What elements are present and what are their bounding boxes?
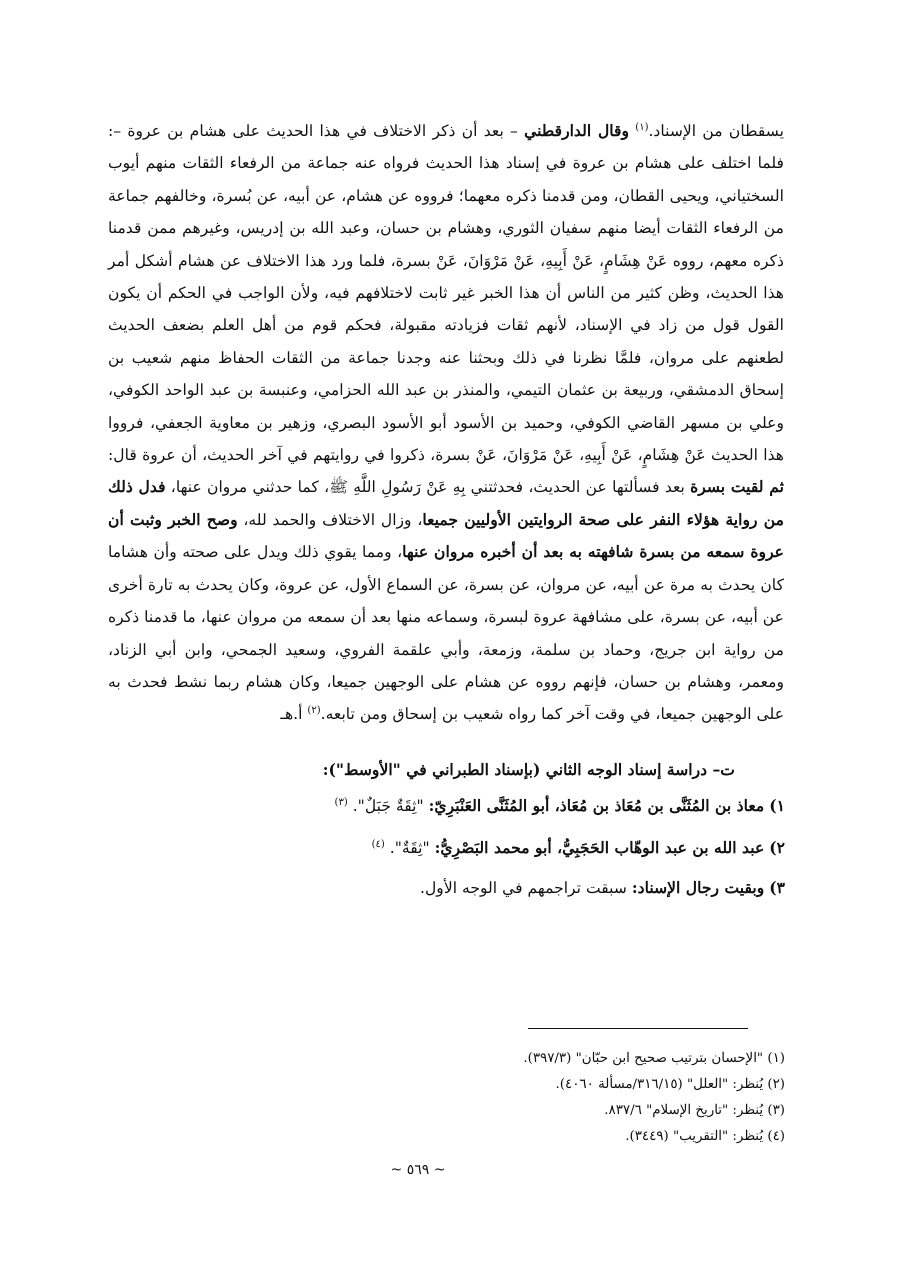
page-number: ~ ٥٦٩ ~ [390,1162,446,1178]
footnote-ref-4: (٤) [371,838,385,850]
footnote-item: (٤) يُنظر: "التقريب" (٣٤٤٩). [625,1129,785,1144]
item-number: ١) [769,796,785,815]
text-run: يسقطان من الإسناد. [648,122,785,140]
narrator-item [372,838,785,857]
section-heading: ت– دراسة إسناد الوجه الثاني (بإسناد الطبراني في "الأوسط"): [322,760,735,779]
footnote-item: (١) "الإحسان بترتيب صحيح ابن حبّان" (٣٩٧/٣). [523,1051,785,1066]
footnote-divider [528,1028,748,1029]
narrator-name: وبقيت رجال الإسناد: [631,878,765,897]
item-number: ٣) [769,878,785,897]
text-run: بعد فسألتها عن الحديث، فحدثتني بِهِ عَنْ رَسُولِ اللَّهِ ﷺ، كما حدثني مروان عنها، [165,478,691,497]
text-run: أ.هـ [280,705,308,724]
footnotes [523,1046,785,1150]
bold-phrase: ثم لقيت بسرة [690,477,784,497]
daraqutni-label: وقال الدارقطني [524,121,630,140]
text-run: ، ومما يقوي ذلك ويدل على صحته وأن هشاما كان يحدث به مرة عن أبيه، عن مروان، عن بسرة، عن السماع الأول، عن عروة، وكان يحدث به تارة أخرى عن أبيه، عن بسرة، على مشافهة عروة لبسرة، وسماعه منها بعد أن سمعه من مروان عنها، ما قدمنا ذكره من رواية ابن جريج، وحماد بن سلمة، وزمعة، وأبي علقمة الفروي، وسعيد الجمحي، وابن أبي الزناد، ومعمر، وهشام بن حسان، فإنهم رووه عن هشام على الوجهين جميعا، وكان هشام ربما نشط فحدث به على الوجهين جميعا، في وقت آخر كما رواه شعيب بن إسحاق ومن تابعه. [108,543,784,724]
narrator-grade: "ثِقَةٌ". [389,839,430,857]
bold-phrase: فدل ذلك من رواية هؤلاء النفر على صحة الروايتين الأوليين جميعا [108,477,784,529]
narrator-grade: "ثِقَةٌ جَبَلٌ". [352,797,424,815]
footnote-item: (٣) يُنظر: "تاريخ الإسلام" ٨٣٧/٦. [604,1103,785,1118]
footnote-ref-2: (٢) [307,705,321,717]
footnote-item: (٢) يُنظر: "العلل" (٣١٦/١٥/مسألة ٤٠٦٠). [555,1077,785,1092]
footnote-ref-1: (١) [635,121,649,133]
item-number: ٢) [769,838,785,857]
text-run: ، وزال الاختلاف والحمد لله، [237,510,423,529]
narrator-grade: سبقت تراجمهم في الوجه الأول. [420,879,627,897]
narrator-item [420,878,785,897]
footnote-ref-3: (٣) [334,796,348,808]
main-paragraph [108,115,784,731]
text-run: – بعد أن ذكر الاختلاف في هذا الحديث على هشام بن عروة –: فلما اختلف على هشام بن عروة في إسناد هذا الحديث فرواه عنه جماعة من الرفعاء الثقات منهم أيوب السختياني، ويحيى القطان، ومن قدمنا ذكره معهما؛ فرووه عن هشام، عن أبيه، عن بُسرة، وخالفهم جماعة من الرفعاء الثقات أيضا منهم سفيان الثوري، وهشام بن حسان، وعبد الله بن إدريس، وغيرهم ممن قدمنا ذكره معهم، رووه عَنْ هِشَامٍ، عَنْ أَبِيهِ، عَنْ مَرْوَانَ، عَنْ بسرة، فلما ورد هذا الاختلاف عن هشام أشكل أمر هذا الحديث، وظن كثير من الناس أن هذا الخبر غير ثابت لاختلافهم فيه، ولأن الواجب في الحكم أن يكون القول قول من زاد في الإسناد، لأنهم ثقات فزيادته مقبولة، فحكم قوم من أهل العلم بضعف الحديث لطعنهم على مروان، فلمَّا نظرنا في ذلك وبحثنا عنه وجدنا جماعة من الثقات الحفاظ منهم شعيب بن إسحاق الدمشقي، وربيعة بن عثمان التيمي، والمنذر بن عبد الله الحزامي، وعنبسة بن عبد الواحد الكوفي، وعلي بن مسهر القاضي الكوفي، وحميد بن الأسود أبو الأسود البصري، وزهير بن معاوية الجعفي، فرووا هذا الحديث عَنْ هِشَامٍ، عَنْ أَبِيهِ، عَنْ مَرْوَانَ، عَنْ بسرة، ذكروا في روايتهم في آخر الحديث، أن عروة قال: [108,122,784,465]
bold-phrase: وصح الخبر وثبت أن عروة سمعه من بسرة شافهته به بعد أن أخبره مروان عنها [108,509,784,562]
narrator-name: عبد الله بن عبد الوهّاب الحَجَبِيُّ، أبو محمد البَصْرِيُّ: [434,838,765,857]
narrator-name: معاذ بن المُثَنَّى بن مُعَاذ بن مُعَاذ، أبو المُثَنَّى العَنْبَرِيّ: [428,796,765,815]
narrator-item [335,796,785,815]
